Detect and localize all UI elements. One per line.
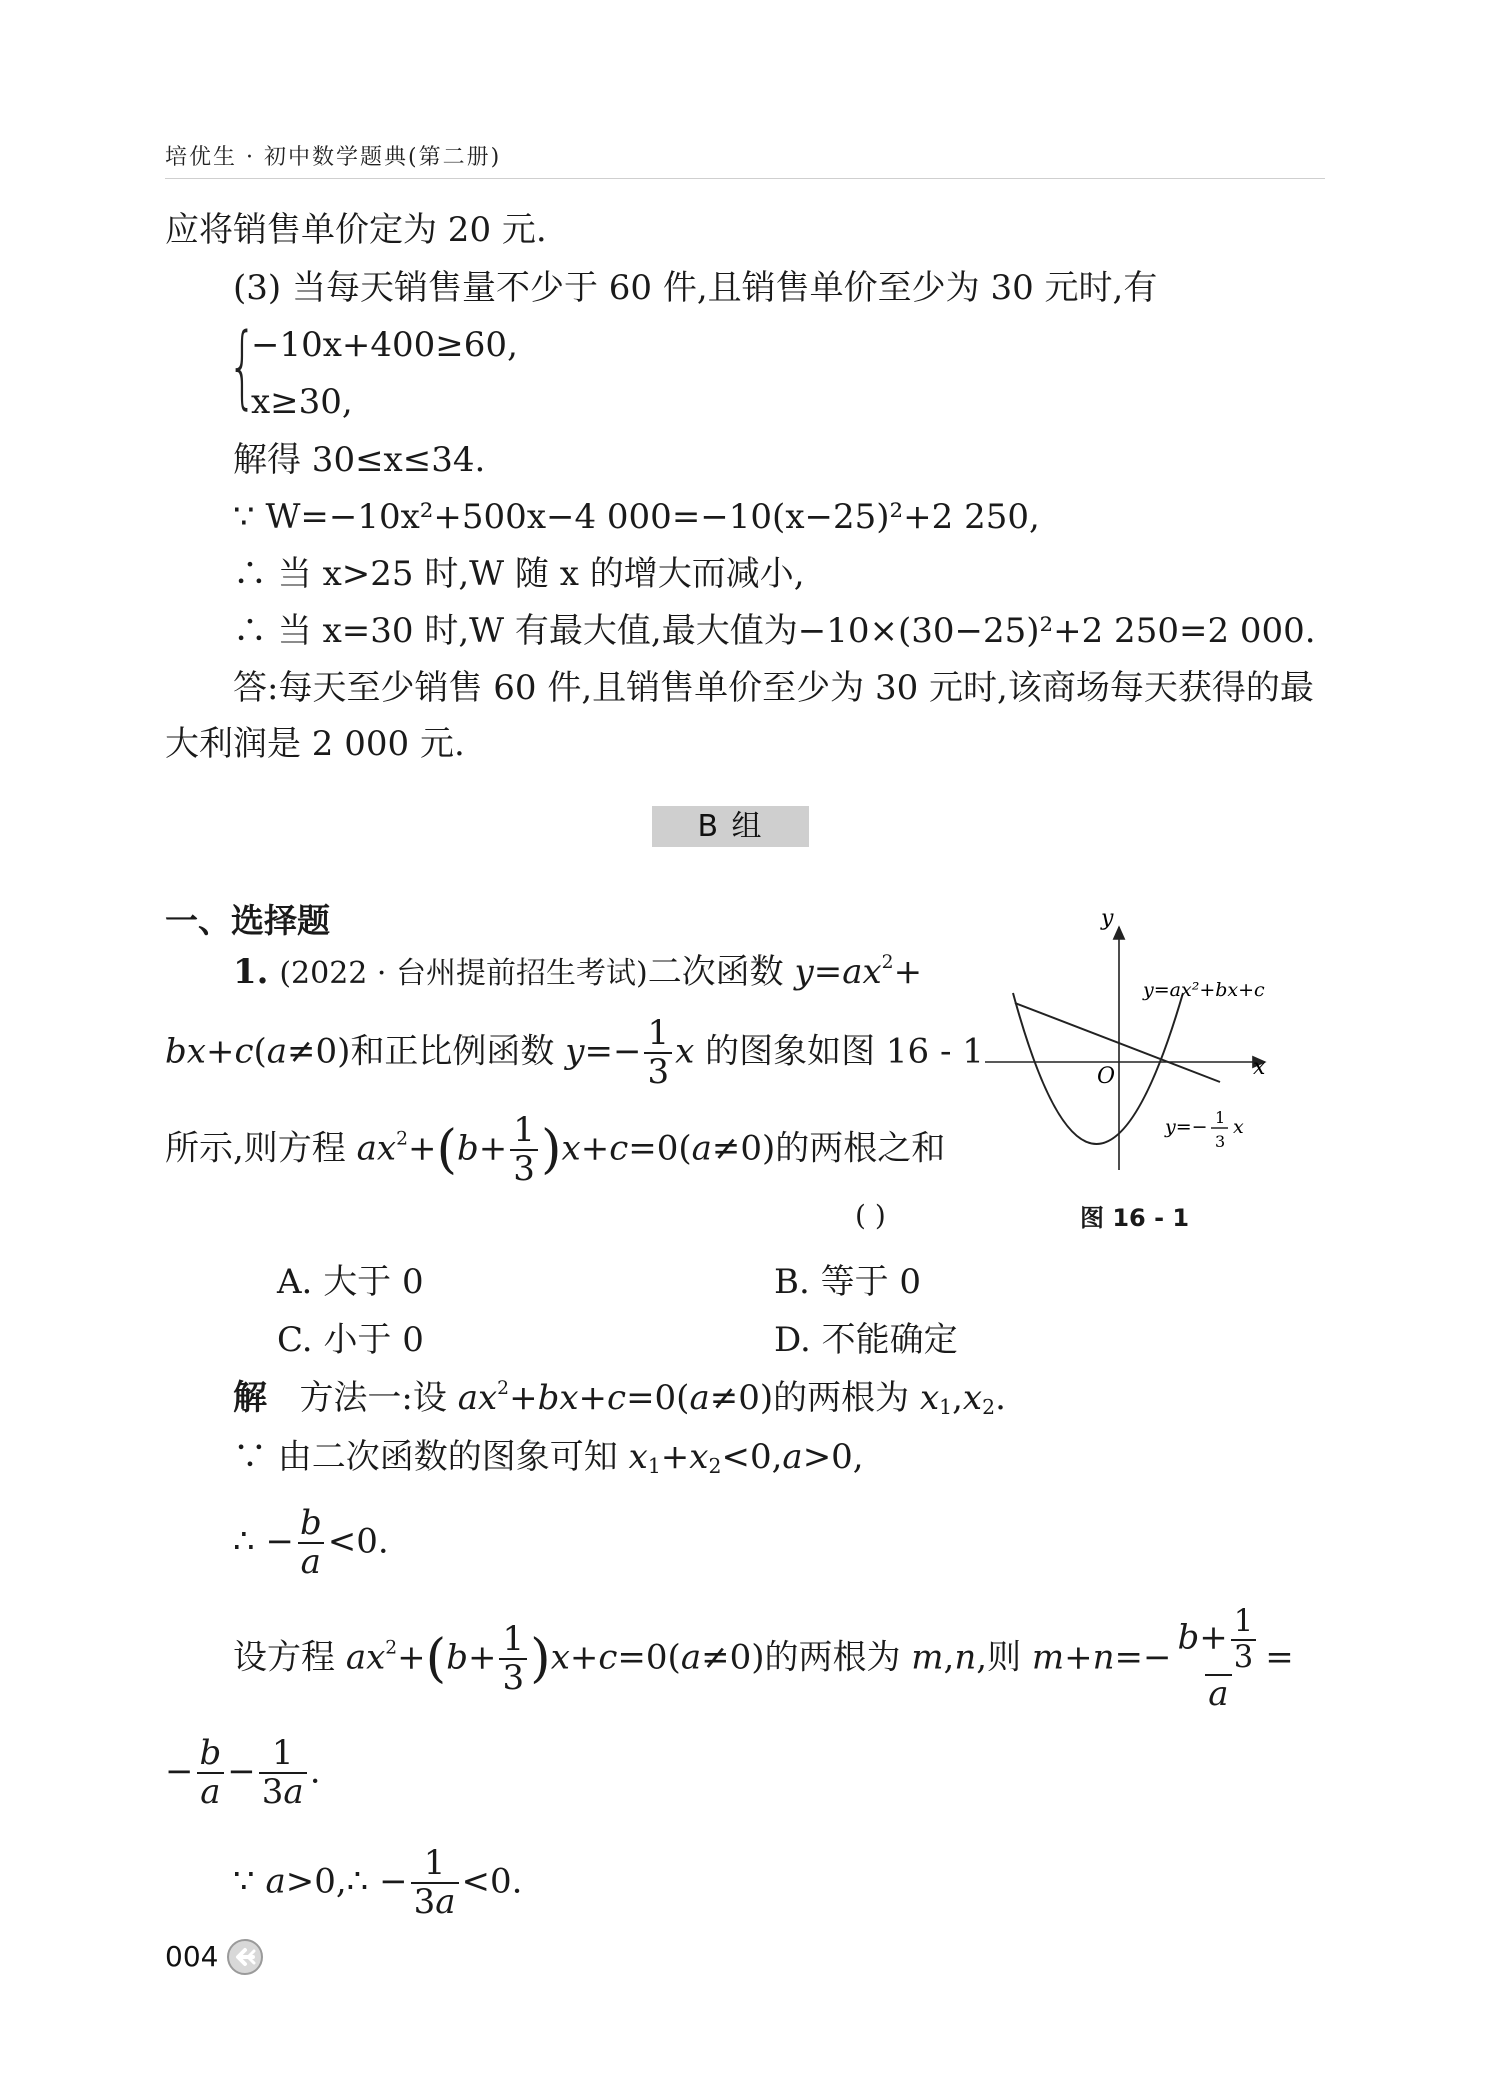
answer-bracket: ( ) bbox=[855, 1199, 886, 1232]
line-label-denominator: 3 bbox=[1215, 1132, 1226, 1151]
function-graph bbox=[985, 905, 1275, 1175]
origin-label: O bbox=[1097, 1064, 1116, 1089]
solution-text: ∴ bbox=[233, 1521, 255, 1562]
question-text: 和正比例函数 bbox=[350, 1031, 555, 1072]
solution-text: 的两根为 bbox=[764, 1637, 901, 1678]
option-key: A. bbox=[277, 1262, 313, 1302]
text-line: ∵ W=−10x²+500x−4 000=−10(x−25)²+2 250, bbox=[233, 497, 1040, 537]
option-text: 大于 0 bbox=[323, 1262, 424, 1302]
solution-line: 设方程 $ax^2+(b+$ $\frac{1}{3}$ )x+c=0(a≠0)的两根为 m,n,则 m+n=− b+ $\frac{1}{3}$ a = bbox=[233, 1604, 1294, 1715]
option-b[interactable] bbox=[774, 1262, 921, 1302]
text-line: (3) 当每天销售量不少于 60 件,且销售单价至少为 30 元时,有 bbox=[233, 268, 1158, 308]
solution-line: − $\frac{b}{a}$ − $\frac{1}{3a}$ . bbox=[165, 1733, 321, 1813]
question-text: 的图象如图 16 - 1 bbox=[705, 1031, 984, 1072]
solution-line: ∵ 由二次函数的图象可知 $x_1+x_2<0,a>0$, bbox=[233, 1437, 864, 1479]
question-line: bx+c(a≠0)和正比例函数 y=− $\frac{1}{3}$ x 的图象如图 16 - 1 bbox=[165, 1013, 984, 1093]
question-source: (2022 · 台州提前招生考试) bbox=[279, 956, 648, 991]
running-header: 培优生 · 初中数学题典(第二册) bbox=[165, 145, 502, 170]
option-d[interactable] bbox=[774, 1320, 958, 1360]
option-text: 不能确定 bbox=[821, 1320, 958, 1360]
solution-text: ∵ bbox=[233, 1861, 255, 1902]
question-line: 所示,则方程 $ax^2+(b+$ $\frac{1}{3}$ )x+c=0(a≠0)的两根之和 bbox=[165, 1110, 946, 1190]
question-text: 的两根之和 bbox=[775, 1128, 946, 1169]
solution-text: ∵ 由二次函数的图象可知 bbox=[233, 1437, 618, 1477]
text-line: ∴ 当 x>25 时,W 随 x 的增大而减小, bbox=[233, 554, 805, 594]
text-line: 应将销售单价定为 20 元. bbox=[165, 210, 547, 250]
header-rule bbox=[165, 178, 1325, 179]
system-line-1: −10x+400≥60, bbox=[251, 325, 518, 365]
line-label-numerator: 1 bbox=[1215, 1108, 1226, 1127]
solution-text: 设方程 bbox=[233, 1637, 335, 1678]
proportional-line bbox=[1015, 1003, 1220, 1082]
question-text: 二次函数 bbox=[647, 952, 784, 992]
figure-16-1 bbox=[985, 905, 1275, 1179]
section-banner: B 组 bbox=[652, 806, 809, 847]
solution-text: ,则 bbox=[976, 1637, 1022, 1678]
figure-caption: 图 16 - 1 bbox=[1080, 1204, 1190, 1232]
back-arrow-icon bbox=[226, 1938, 264, 1980]
option-key: C. bbox=[277, 1320, 313, 1360]
question-line: 1. (2022 · 台州提前招生考试)二次函数 $y=ax^2+$ bbox=[233, 952, 923, 992]
text-line: 解得 30≤x≤34. bbox=[233, 440, 486, 480]
line-label-right: x bbox=[1233, 1116, 1244, 1138]
system-brace: { bbox=[228, 314, 257, 419]
solution-text: 方法一:设 bbox=[299, 1378, 447, 1418]
answer-line: 答:每天至少销售 60 件,且销售单价至少为 30 元时,该商场每天获得的最 bbox=[233, 668, 1314, 708]
question-text: 所示,则方程 bbox=[165, 1128, 346, 1169]
option-c[interactable] bbox=[277, 1320, 424, 1360]
solution-lead: 解 bbox=[233, 1378, 267, 1418]
solution-line: ∴ − $\frac{b}{a}$ <0. bbox=[233, 1503, 389, 1583]
question-number: 1. bbox=[233, 952, 269, 992]
system-line-2: x≥30, bbox=[251, 382, 353, 422]
text-line: ∴ 当 x=30 时,W 有最大值,最大值为−10×(30−25)²+2 250=2 000. bbox=[233, 611, 1316, 651]
y-axis-label: y bbox=[1101, 906, 1114, 931]
parabola-label: y=ax²+bx+c bbox=[1143, 979, 1265, 1001]
page-number: 004 bbox=[165, 1940, 219, 1973]
option-text: 小于 0 bbox=[323, 1320, 424, 1360]
option-a[interactable] bbox=[277, 1262, 424, 1302]
option-text: 等于 0 bbox=[820, 1262, 922, 1302]
option-key: D. bbox=[774, 1320, 811, 1360]
solution-line: ∵ a>0,∴ − $\frac{1}{3a}$ <0. bbox=[233, 1843, 523, 1923]
solution-line: 解 方法一:设 $ax^2+bx+c=0(a\ne 0)$的两根为 $x_1,x_2$. bbox=[233, 1378, 1006, 1420]
answer-line: 大利润是 2 000 元. bbox=[165, 724, 465, 764]
solution-text: 的两根为 bbox=[773, 1378, 910, 1418]
line-label-left: y=− bbox=[1165, 1116, 1208, 1138]
section-title: 一、选择题 bbox=[165, 901, 330, 940]
x-axis-label: x bbox=[1253, 1055, 1266, 1080]
option-key: B. bbox=[774, 1262, 810, 1302]
